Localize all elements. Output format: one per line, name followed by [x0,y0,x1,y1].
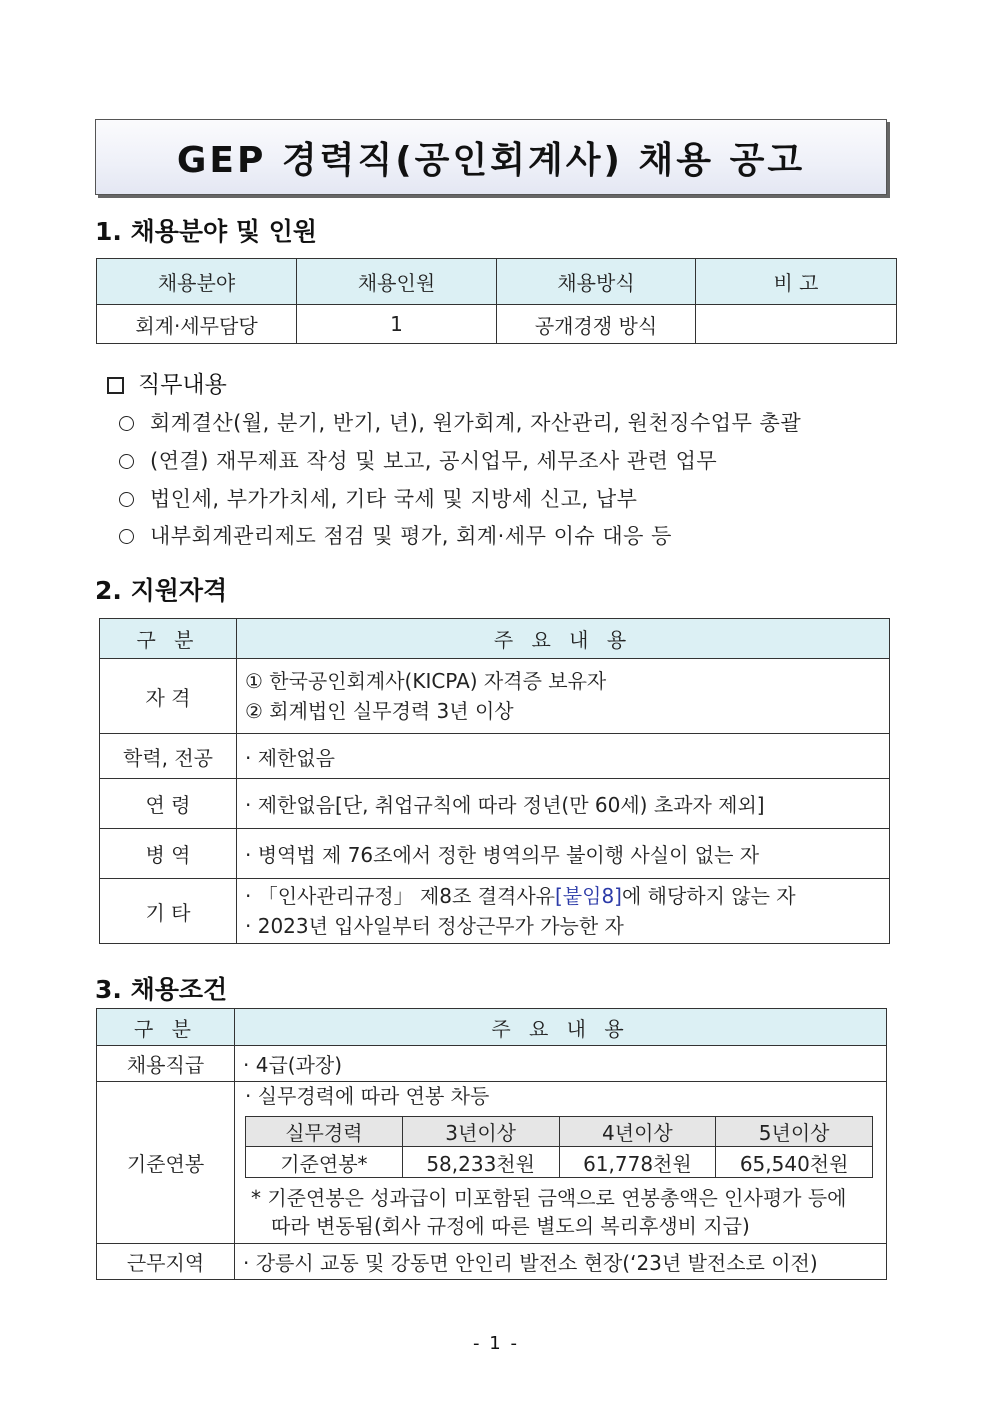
header-count: 채용인원 [297,259,497,305]
section1-heading: 1. 채용분야 및 인원 [95,217,318,246]
cell-method: 공개경쟁 방식 [497,305,696,344]
header-content: 주 요 내 용 [237,619,890,659]
recruitment-field-table [96,258,897,344]
duty-item [119,483,637,513]
employment-conditions-table [96,1008,887,1280]
header-content: 주 요 내 용 [235,1009,887,1046]
etc-line-2: · 2023년 입사일부터 정상근무가 가능한 자 [245,914,624,938]
salary-content [235,1082,887,1244]
salary-5y: 65,540천원 [716,1147,873,1178]
salary-row-label: 기준연봉* [246,1147,403,1178]
grade-label: 채용직급 [97,1046,235,1082]
salary-intro: · 실무경력에 따라 연봉 차등 [245,1084,490,1108]
header-remarks: 비 고 [696,259,897,305]
age-label: 연 령 [100,779,237,829]
duty-item [119,407,801,437]
edu-label: 학력, 전공 [100,734,237,779]
square-bullet-icon [107,377,124,394]
duty-text: 내부회계관리제도 점검 및 평가, 회계·세무 이슈 대응 등 [150,524,672,548]
cell-count: 1 [297,305,497,344]
qual-line-2: ② 회계법인 실무경력 3년 이상 [245,699,514,723]
qual-content [237,659,890,734]
page-title: GEP 경력직(공인회계사) 채용 공고 [95,119,887,195]
duty-item [119,520,672,550]
salary-4y: 61,778천원 [559,1147,716,1178]
section2-heading: 2. 지원자격 [95,576,228,605]
military-label: 병 역 [100,829,237,879]
header-method: 채용방식 [497,259,696,305]
duty-text: 회계결산(월, 분기, 반기, 년), 원가회계, 자산관리, 원천징수업무 총괄 [150,411,802,435]
duty-heading-label: 직무내용 [138,372,227,398]
salary-note-line-1: * 기준연봉은 성과급이 미포함된 금액으로 연봉총액은 인사평가 등에 [251,1186,847,1210]
attachment-reference: [붙임8] [555,884,622,908]
duty-text: 법인세, 부가가치세, 기타 국세 및 지방세 신고, 납부 [150,487,638,511]
salary-header-4y: 4년이상 [559,1117,716,1147]
duty-heading [107,366,227,399]
header-category: 구 분 [97,1009,235,1046]
edu-content: · 제한없음 [237,734,890,779]
military-content: · 병역법 제 76조에서 정한 병역의무 불이행 사실이 없는 자 [237,829,890,879]
qualification-table [99,618,890,944]
etc-line-1-text: · 「인사관리규정」 제8조 결격사유 [245,884,555,908]
header-category: 구 분 [100,619,237,659]
header-field: 채용분야 [97,259,297,305]
salary-header-3y: 3년이상 [402,1117,559,1147]
circle-bullet-icon [119,454,134,469]
salary-3y: 58,233천원 [402,1147,559,1178]
salary-label: 기준연봉 [97,1082,235,1244]
salary-table [245,1116,873,1178]
circle-bullet-icon [119,529,134,544]
circle-bullet-icon [119,416,134,431]
location-content: · 강릉시 교동 및 강동면 안인리 발전소 현장(‘23년 발전소로 이전) [235,1244,887,1280]
location-label: 근무지역 [97,1244,235,1280]
etc-content [237,879,890,944]
circle-bullet-icon [119,492,134,507]
section3-heading: 3. 채용조건 [95,975,228,1004]
page-number: - 1 - [473,1333,519,1354]
age-content: · 제한없음[단, 취업규칙에 따라 정년(만 60세) 초과자 제외] [237,779,890,829]
salary-note-line-2: 따라 변동됨(회사 규정에 따른 별도의 복리후생비 지급) [271,1214,750,1238]
etc-label: 기 타 [100,879,237,944]
qual-label: 자 격 [100,659,237,734]
grade-content: · 4급(과장) [235,1046,887,1082]
qual-line-1: ① 한국공인회계사(KICPA) 자격증 보유자 [245,669,607,693]
cell-field: 회계·세무담당 [97,305,297,344]
duty-text: (연결) 재무제표 작성 및 보고, 공시업무, 세무조사 관련 업무 [150,449,718,473]
salary-header-5y: 5년이상 [716,1117,873,1147]
salary-header-experience: 실무경력 [246,1117,403,1147]
etc-line-1 [245,881,889,911]
etc-line-1-suffix: 에 해당하지 않는 자 [621,884,796,908]
cell-remarks [696,305,897,344]
duty-item [119,445,717,475]
